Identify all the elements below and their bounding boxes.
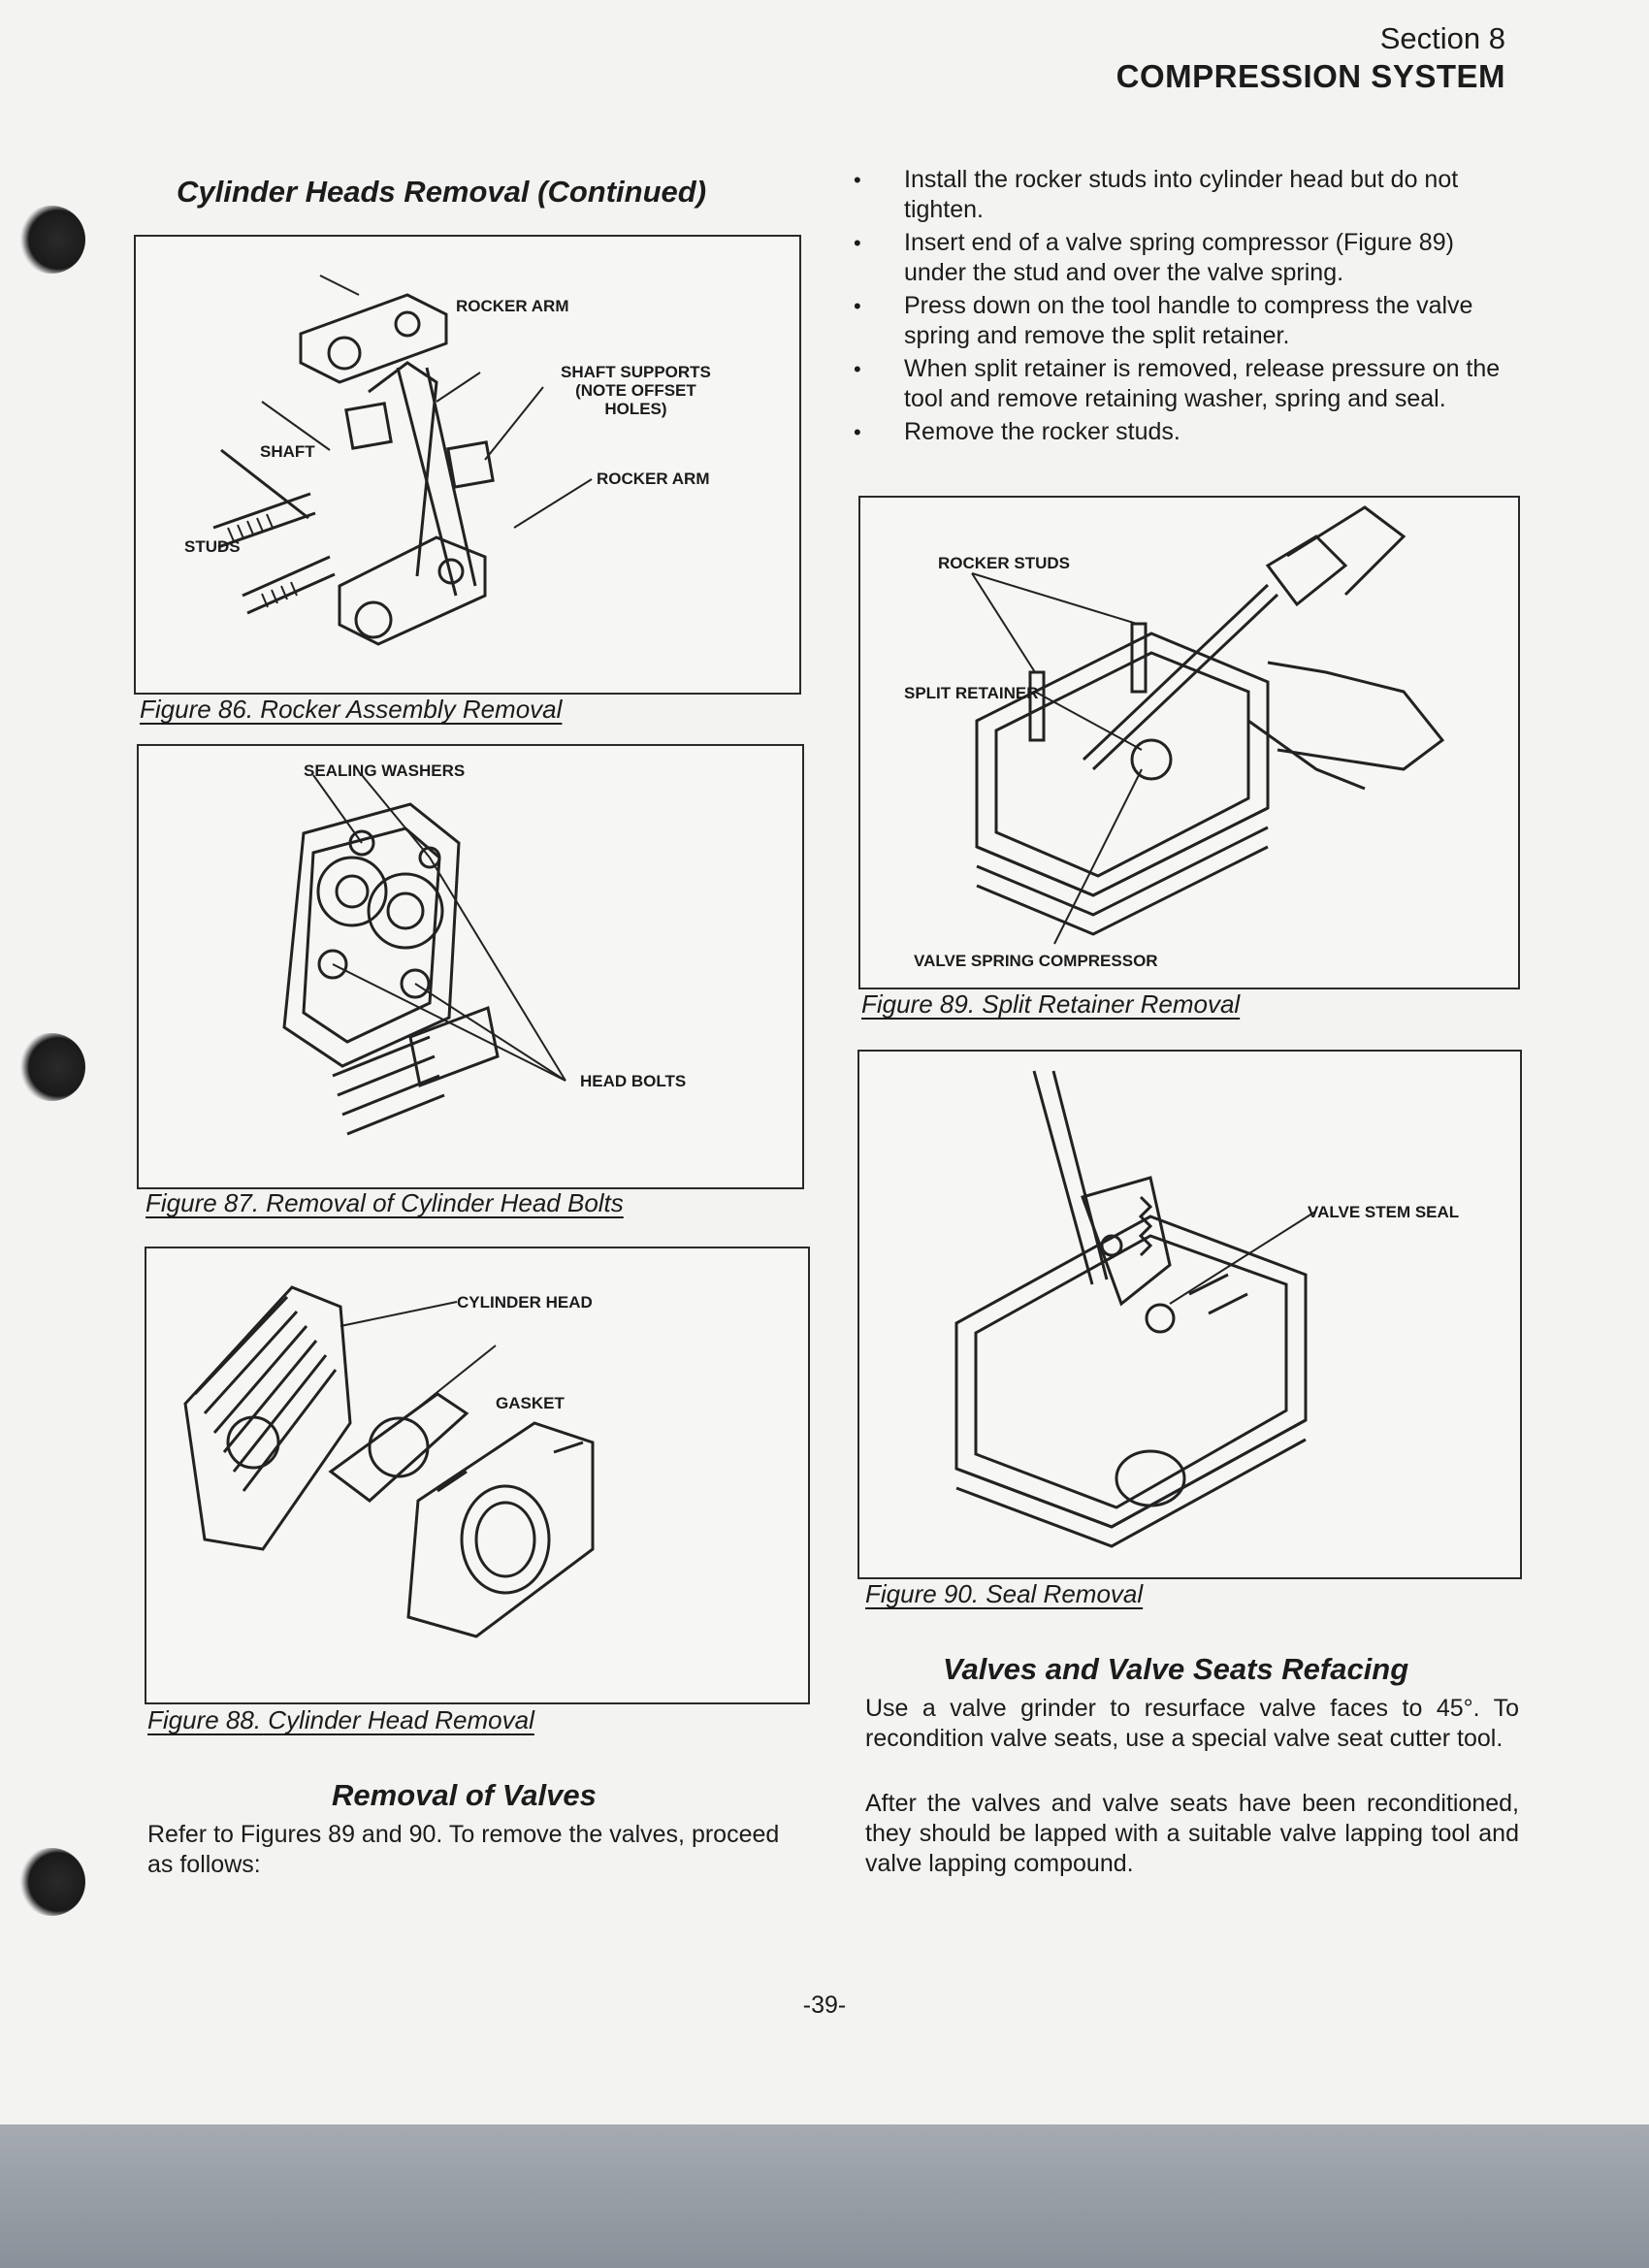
label-shaft: SHAFT (260, 442, 315, 461)
label-valve-spring-compressor: VALVE SPRING COMPRESSOR (914, 952, 1158, 970)
section-title: COMPRESSION SYSTEM (1116, 58, 1505, 94)
figure-90-caption: Figure 90. Seal Removal (865, 1579, 1144, 1608)
scanner-background (0, 2124, 1649, 2268)
label-shaft-supports: SHAFT SUPPORTS (NOTE OFFSET HOLES) (561, 363, 711, 418)
valve-refacing-paragraph-1: Use a valve grinder to resurface valve faces to 45°. To recondition valve seats, use a special valve seat cutter tool. (865, 1695, 1519, 1752)
binder-hole (17, 1033, 85, 1101)
label-rocker-arm-top: ROCKER ARM (456, 297, 569, 315)
page-number: -39- (802, 1992, 847, 2019)
section-label: Section 8 (1379, 21, 1505, 55)
removal-of-valves-text: Refer to Figures 89 and 90. To remove the valves, proceed as follows: (147, 1821, 780, 1878)
label-studs: STUDS (184, 537, 241, 556)
step-item: • Press down on the tool handle to compress the valve spring and remove the split retainer. (854, 291, 1508, 351)
label-split-retainer: SPLIT RETAINER (904, 684, 1039, 702)
figure-86-caption: Figure 86. Rocker Assembly Removal (140, 695, 563, 724)
valve-refacing-heading: Valves and Valve Seats Refacing (943, 1652, 1409, 1686)
valve-refacing-paragraph-2: After the valves and valve seats have been reconditioned, they should be lapped with a suitable valve lapping tool and valve lapping compound. (865, 1790, 1519, 1877)
figure-89-caption: Figure 89. Split Retainer Removal (861, 989, 1241, 1019)
valve-removal-steps (854, 165, 1508, 450)
cylinder-head-bolts-drawing (139, 746, 802, 1187)
figure-87-caption: Figure 87. Removal of Cylinder Head Bolts (146, 1188, 624, 1217)
label-cylinder-head: CYLINDER HEAD (457, 1293, 593, 1312)
label-head-bolts: HEAD BOLTS (580, 1072, 687, 1090)
figure-89-split-retainer (858, 496, 1520, 989)
binder-hole (17, 206, 85, 274)
step-item: • Install the rocker studs into cylinder head but do not tighten. (854, 165, 1508, 225)
label-valve-stem-seal: VALVE STEM SEAL (1308, 1203, 1460, 1221)
binder-hole (17, 1848, 85, 1916)
label-rocker-studs: ROCKER STUDS (938, 554, 1071, 572)
figure-86-rocker-assembly (134, 235, 801, 695)
figure-90-seal-removal (857, 1050, 1522, 1579)
seal-removal-drawing (859, 1052, 1520, 1577)
cylinder-heads-heading: Cylinder Heads Removal (Continued) (177, 175, 707, 209)
step-item: • When split retainer is removed, release pressure on the tool and remove retaining washer, spring and seal. (854, 354, 1508, 414)
figure-88-caption: Figure 88. Cylinder Head Removal (147, 1705, 534, 1734)
label-rocker-arm-bottom: ROCKER ARM (597, 470, 710, 488)
label-gasket: GASKET (496, 1394, 565, 1412)
label-sealing-washers: SEALING WASHERS (304, 761, 466, 780)
step-item: • Insert end of a valve spring compressor (Figure 89) under the stud and over the valve spring. (854, 228, 1508, 288)
figure-87-cylinder-head-bolts (137, 744, 804, 1189)
figure-88-cylinder-head-removal (145, 1247, 810, 1704)
removal-of-valves-heading: Removal of Valves (332, 1778, 597, 1812)
step-item: • Remove the rocker studs. (854, 417, 1508, 447)
cylinder-head-removal-drawing (146, 1248, 808, 1702)
